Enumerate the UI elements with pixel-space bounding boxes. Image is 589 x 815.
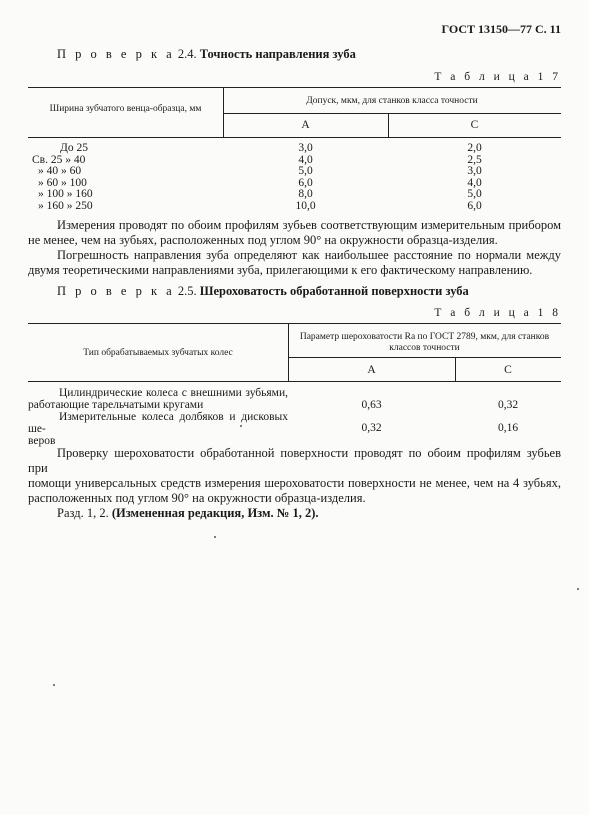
table-17-width-column — [32, 142, 93, 212]
table-18-header-bottom-rule — [28, 381, 561, 382]
table-17-col-tolerance: Допуск, мкм, для станков класса точности — [306, 96, 478, 106]
table-17-c-column — [388, 143, 561, 212]
table-18-top-rule — [28, 323, 561, 324]
table-18-row-2 — [28, 411, 288, 447]
table-18-sub-c: С — [504, 364, 512, 376]
table-18-r1-c: 0,32 — [497, 399, 519, 411]
cell-c: 2,5 — [467, 153, 482, 166]
check-prefix: П р о в е р к а — [57, 284, 175, 298]
speck-mark — [214, 536, 216, 538]
page-header: ГОСТ 13150—77 С. 11 — [441, 22, 561, 36]
table-row: Св. 25 » 40 — [32, 153, 86, 166]
row-text: Измерительные колеса долбяков и дисковых ше- — [28, 411, 288, 435]
table-row: » 60 » 100 — [38, 176, 87, 189]
table-18-r2-a: 0,32 — [361, 422, 382, 434]
table-17-top-rule — [28, 87, 561, 88]
check-title: Точность направления зуба — [199, 47, 356, 61]
section-2-4-title — [57, 47, 356, 62]
table-row: » 160 » 250 — [38, 199, 93, 212]
cell-a: 8,0 — [298, 188, 313, 200]
table-row: » 40 » 60 — [38, 165, 82, 177]
cell-c: 4,0 — [467, 176, 482, 189]
cell-a: 5,0 — [298, 165, 313, 177]
table-18-r2-c: 0,16 — [497, 422, 519, 434]
cell-c: 5,0 — [467, 188, 482, 200]
table-18-row-1 — [28, 387, 288, 411]
table-18-sub-rule — [288, 357, 561, 358]
cell-a: 6,0 — [298, 176, 313, 189]
table-17-header-bottom-rule — [28, 137, 561, 138]
cell-c: 2,0 — [467, 142, 482, 154]
speck-mark — [240, 425, 242, 427]
paragraph-roughness — [28, 446, 561, 521]
cell-a: 3,0 — [298, 142, 313, 154]
section-2-5-title — [57, 284, 469, 299]
table-18-col-roughness — [288, 332, 561, 354]
table-18-r1-a: 0,63 — [361, 399, 382, 411]
speck-mark — [577, 588, 579, 590]
table-17-sub-c: С — [470, 119, 479, 131]
text-line: Измерения проводят по обоим профилям зубьев соответствующим измерительным прибором — [57, 218, 561, 232]
text-line: Погрешность направления зуба определяют как наибольшее расстояние по нормали между — [57, 248, 561, 262]
text-line — [28, 506, 561, 521]
cell-c: 3,0 — [467, 165, 482, 177]
table-17-sub-a: А — [301, 119, 310, 131]
paragraph-measurement — [28, 218, 561, 278]
cell-a: 4,0 — [298, 153, 313, 166]
text-line: помощи универсальных средств измерения шероховатости поверхности не менее, чем на 4 зубьях, — [28, 476, 561, 490]
row-text: веров — [28, 435, 56, 447]
text-line: расположенных под углом 90° на окружности образца-изделия. — [28, 491, 366, 505]
table-17-sub-rule — [223, 113, 561, 114]
table-18-caption: Т а б л и ц а 1 8 — [434, 307, 561, 319]
header-line: Параметр шероховатости Ra по ГОСТ 2789, мкм, для станков — [299, 332, 550, 342]
table-17-a-column — [223, 143, 388, 212]
row-text: работающие тарельчатыми кругами — [28, 399, 204, 411]
header-line: классов точности — [389, 343, 460, 353]
text-line: не менее, чем на зубьях, расположенных под углом 90° на окружности образца-изделия. — [28, 233, 498, 247]
table-17-col-width: Ширина зубчатого венца-образца, мм — [49, 104, 202, 114]
table-row: До 25 — [60, 142, 88, 154]
text-line: Проверку шероховатости обработанной поверхности проводят по обоим профилям зубьев при — [28, 446, 561, 475]
cell-a: 10,0 — [295, 199, 316, 212]
check-number: 2.4. — [177, 47, 197, 61]
check-number: 2.5. — [177, 284, 197, 298]
table-18-sub-a: А — [367, 364, 376, 376]
speck-mark — [53, 684, 55, 686]
section-ref: Разд. 1, 2. — [57, 506, 109, 520]
check-title: Шероховатость обработанной поверхности зуба — [199, 284, 469, 298]
table-row: » 100 » 160 — [38, 188, 93, 200]
text-line: двумя теоретическими направлениями зуба, прилегающими к его фактическому направлению. — [28, 263, 533, 277]
table-18-col-type: Тип обрабатываемых зубчатых колес — [83, 348, 233, 358]
amendment-note: (Измененная редакция, Изм. № 1, 2). — [111, 506, 319, 520]
check-prefix: П р о в е р к а — [57, 47, 175, 61]
cell-c: 6,0 — [467, 199, 482, 212]
row-text: Цилиндрические колеса с внешними зубьями, — [59, 387, 288, 399]
table-17-caption: Т а б л и ц а 1 7 — [434, 71, 561, 83]
